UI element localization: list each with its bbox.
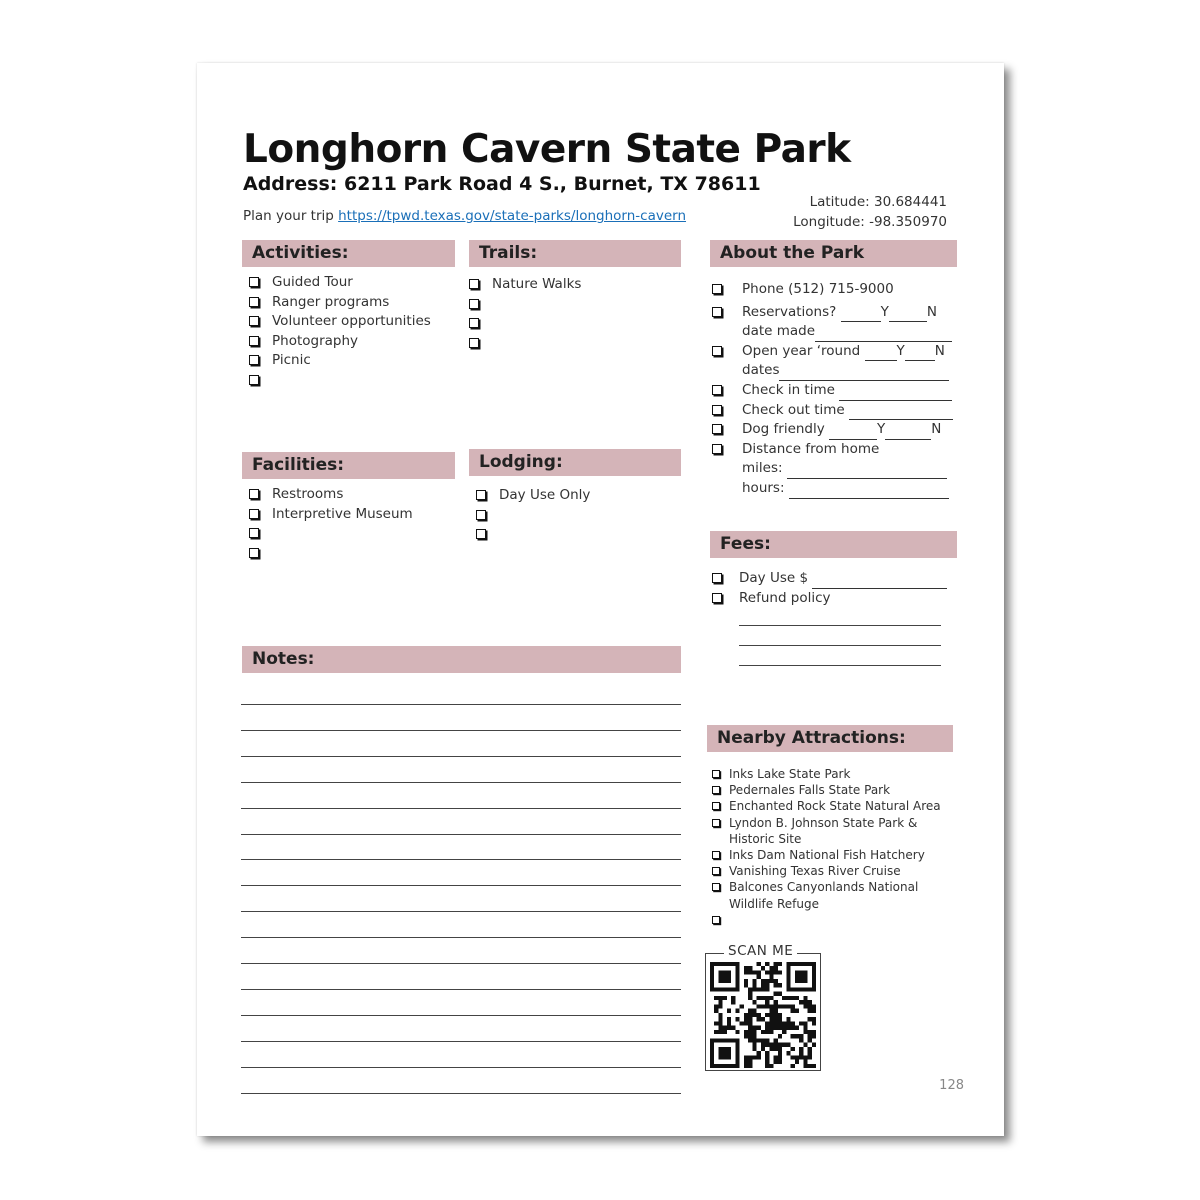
- refund-blank-line[interactable]: [739, 645, 941, 646]
- dates-item[interactable]: dates: [710, 361, 957, 381]
- checkbox-icon[interactable]: [712, 819, 720, 827]
- notes-line[interactable]: [241, 834, 681, 835]
- checkbox-icon[interactable]: [469, 338, 479, 348]
- notes-line[interactable]: [241, 1041, 681, 1042]
- about-list: [710, 280, 957, 499]
- blank-line[interactable]: [829, 425, 877, 440]
- fees-header: Fees:: [710, 531, 957, 558]
- check-out-item[interactable]: Check out time: [710, 401, 957, 421]
- notes-line[interactable]: [241, 808, 681, 809]
- facility-item[interactable]: [242, 524, 455, 544]
- checkbox-icon[interactable]: [249, 355, 259, 365]
- checkbox-icon[interactable]: [712, 593, 722, 603]
- notes-line[interactable]: [241, 1067, 681, 1068]
- refund-item: Refund policy: [710, 589, 957, 609]
- checkbox-icon[interactable]: [712, 284, 722, 294]
- trail-item[interactable]: Nature Walks: [462, 275, 674, 295]
- notes-line[interactable]: [241, 911, 681, 912]
- checkbox-icon[interactable]: [469, 318, 479, 328]
- checkbox-icon[interactable]: [249, 528, 259, 538]
- checkbox-icon[interactable]: [712, 786, 720, 794]
- blank-line[interactable]: [849, 405, 953, 420]
- facilities-list: [242, 485, 455, 563]
- checkbox-icon[interactable]: [476, 510, 486, 520]
- facility-item[interactable]: Interpretive Museum: [242, 505, 455, 525]
- checkbox-icon[interactable]: [249, 489, 259, 499]
- date-made-item[interactable]: date made: [710, 322, 957, 342]
- blank-line[interactable]: [865, 346, 897, 361]
- planner-page: [197, 63, 1004, 1136]
- checkbox-icon[interactable]: [712, 385, 722, 395]
- coordinates: [793, 192, 947, 232]
- dog-friendly-item[interactable]: Dog friendly Y N: [710, 420, 957, 440]
- checkbox-icon[interactable]: [469, 279, 479, 289]
- plan-trip-line: [243, 208, 686, 224]
- notes-line[interactable]: [241, 704, 681, 705]
- nearby-list: [707, 766, 957, 928]
- hours-item[interactable]: hours:: [710, 479, 957, 499]
- nearby-header: Nearby Attractions:: [707, 725, 953, 752]
- lodging-item[interactable]: [469, 506, 681, 526]
- blank-line[interactable]: [841, 307, 881, 322]
- checkbox-icon[interactable]: [249, 509, 259, 519]
- blank-line[interactable]: [905, 346, 935, 361]
- plan-trip-label: Plan your trip: [243, 208, 334, 224]
- trails-header: Trails:: [469, 240, 681, 267]
- lodging-item[interactable]: [469, 525, 681, 545]
- nearby-item[interactable]: Vanishing Texas River Cruise: [707, 863, 957, 879]
- page-number: 128: [939, 1078, 964, 1093]
- blank-line[interactable]: [787, 464, 947, 479]
- notes-line[interactable]: [241, 1015, 681, 1016]
- blank-line[interactable]: [789, 484, 949, 499]
- lodging-header: Lodging:: [469, 449, 681, 476]
- nearby-item[interactable]: Inks Dam National Fish Hatchery: [707, 847, 957, 863]
- notes-line[interactable]: [241, 859, 681, 860]
- nearby-item[interactable]: Inks Lake State Park: [707, 766, 957, 782]
- checkbox-icon[interactable]: [712, 916, 720, 924]
- refund-blank-line[interactable]: [739, 665, 941, 666]
- notes-line[interactable]: [241, 937, 681, 938]
- nearby-item-continued: Historic Site: [729, 831, 802, 846]
- checkbox-icon[interactable]: [469, 299, 479, 309]
- latitude: Latitude: 30.684441: [809, 194, 947, 210]
- checkbox-icon[interactable]: [476, 529, 486, 539]
- park-address: Address: 6211 Park Road 4 S., Burnet, TX 78611: [243, 173, 761, 195]
- activities-header: Activities:: [242, 240, 455, 267]
- checkbox-icon[interactable]: [712, 573, 722, 583]
- check-in-item[interactable]: Check in time: [710, 381, 957, 401]
- day-use-item[interactable]: Day Use $: [710, 569, 957, 589]
- checkbox-icon[interactable]: [712, 307, 722, 317]
- checkbox-icon[interactable]: [249, 336, 259, 346]
- blank-line[interactable]: [885, 425, 931, 440]
- blank-line[interactable]: [812, 574, 947, 589]
- checkbox-icon[interactable]: [712, 883, 720, 891]
- blank-line[interactable]: [839, 386, 952, 401]
- checkbox-icon[interactable]: [712, 424, 722, 434]
- notes-line[interactable]: [241, 989, 681, 990]
- checkbox-icon[interactable]: [249, 297, 259, 307]
- notes-line[interactable]: [241, 782, 681, 783]
- about-header: About the Park: [710, 240, 957, 267]
- nearby-item[interactable]: [707, 912, 957, 928]
- refund-blank-line[interactable]: [739, 625, 941, 626]
- blank-line[interactable]: [815, 327, 952, 342]
- nearby-item[interactable]: Lyndon B. Johnson State Park &: [707, 815, 957, 831]
- facility-item[interactable]: [242, 544, 455, 564]
- fees-list: [710, 569, 957, 608]
- activity-item[interactable]: Ranger programs: [242, 293, 455, 313]
- page-title: Longhorn Cavern State Park: [243, 127, 851, 172]
- distance-item: Distance from home: [710, 440, 957, 460]
- reservations-item[interactable]: Reservations? Y N: [710, 303, 957, 323]
- activities-list: [242, 273, 455, 391]
- checkbox-icon[interactable]: [249, 548, 259, 558]
- qr-code-icon[interactable]: [710, 962, 816, 1068]
- checkbox-icon[interactable]: [249, 277, 259, 287]
- lodging-item[interactable]: Day Use Only: [469, 486, 681, 506]
- trails-list: [462, 275, 674, 353]
- checkbox-icon[interactable]: [712, 346, 722, 356]
- activity-item[interactable]: [242, 371, 455, 391]
- trail-item[interactable]: [462, 314, 674, 334]
- nearby-item[interactable]: Enchanted Rock State Natural Area: [707, 798, 957, 814]
- activity-item[interactable]: Photography: [242, 332, 455, 352]
- notes-line[interactable]: [241, 885, 681, 886]
- activity-item[interactable]: Volunteer opportunities: [242, 312, 455, 332]
- notes-line[interactable]: [241, 756, 681, 757]
- phone-item: Phone (512) 715-9000: [710, 280, 957, 300]
- blank-line[interactable]: [889, 307, 927, 322]
- notes-line[interactable]: [241, 1093, 681, 1094]
- qr-code-box[interactable]: [705, 943, 821, 1071]
- trail-item[interactable]: [462, 334, 674, 354]
- nearby-item[interactable]: Pedernales Falls State Park: [707, 782, 957, 798]
- checkbox-icon[interactable]: [712, 867, 720, 875]
- notes-line[interactable]: [241, 730, 681, 731]
- checkbox-icon[interactable]: [712, 851, 720, 859]
- facility-item[interactable]: Restrooms: [242, 485, 455, 505]
- checkbox-icon[interactable]: [476, 490, 486, 500]
- miles-item[interactable]: miles:: [710, 459, 957, 479]
- park-website-link[interactable]: https://tpwd.texas.gov/state-parks/longhorn-cavern: [338, 208, 687, 224]
- checkbox-icon[interactable]: [712, 802, 720, 810]
- notes-header: Notes:: [242, 646, 681, 673]
- checkbox-icon[interactable]: [712, 770, 720, 778]
- scan-me-label: SCAN ME: [724, 943, 797, 959]
- checkbox-icon[interactable]: [249, 375, 259, 385]
- checkbox-icon[interactable]: [712, 444, 722, 454]
- notes-line[interactable]: [241, 963, 681, 964]
- longitude: Longitude: -98.350970: [793, 214, 947, 230]
- trail-item[interactable]: [462, 295, 674, 315]
- nearby-item-continued: Wildlife Refuge: [729, 896, 819, 911]
- activity-item[interactable]: Picnic: [242, 351, 455, 371]
- checkbox-icon[interactable]: [712, 405, 722, 415]
- checkbox-icon[interactable]: [249, 316, 259, 326]
- nearby-item[interactable]: Balcones Canyonlands National: [707, 879, 957, 895]
- open-year-item[interactable]: Open year ‘round Y N: [710, 342, 957, 362]
- lodging-list: [469, 486, 681, 545]
- blank-line[interactable]: [779, 366, 949, 381]
- activity-item[interactable]: Guided Tour: [242, 273, 455, 293]
- facilities-header: Facilities:: [242, 452, 455, 479]
